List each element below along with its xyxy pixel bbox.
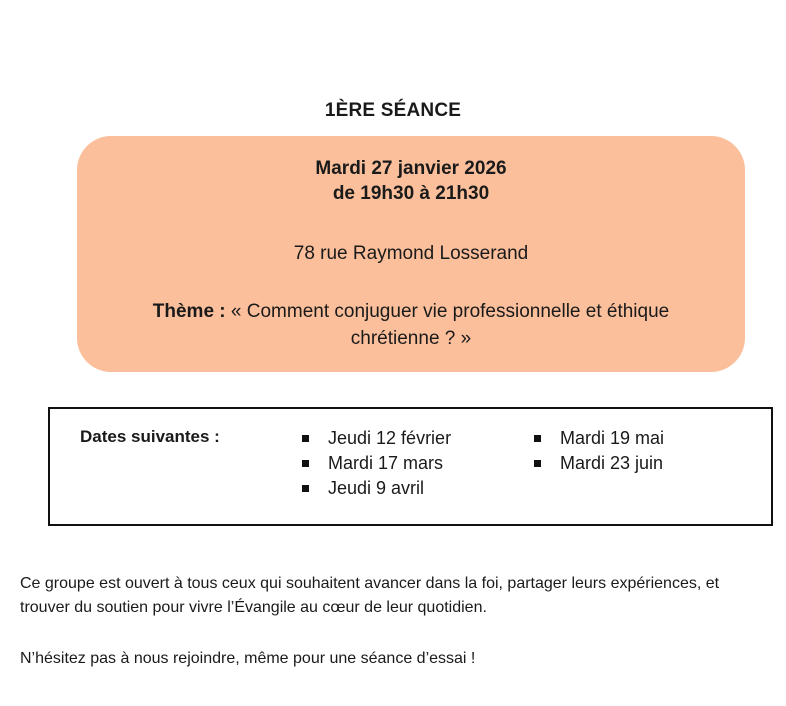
session-theme: [117, 298, 705, 352]
date-text: Mardi 23 juin: [560, 453, 664, 473]
session-address: 78 rue Raymond Losserand: [293, 243, 529, 264]
session-card: [77, 136, 745, 372]
theme-label: Thème :: [152, 301, 226, 322]
next-dates-column-1: [300, 426, 451, 501]
date-item: [532, 426, 664, 451]
next-dates-label: Dates suivantes :: [80, 427, 220, 446]
description-paragraph: Ce groupe est ouvert à tous ceux qui souhaitent avancer dans la foi, partager leurs expériences, et trouver du soutien pour vivre l’Évangile au cœur de leur quotidien.: [20, 575, 720, 616]
session-date: Mardi 27 janvier 2026: [315, 158, 507, 179]
square-bullet-icon: [302, 460, 309, 467]
date-text: Mardi 17 mars: [328, 453, 444, 473]
date-text: Jeudi 12 février: [328, 428, 452, 448]
date-item: [300, 451, 451, 476]
date-text: Mardi 19 mai: [560, 428, 665, 448]
invitation-paragraph: N’hésitez pas à nous rejoindre, même pour une séance d’essai !: [20, 650, 476, 667]
theme-text: « Comment conjuguer vie professionnelle et éthique chrétienne ? »: [230, 301, 670, 349]
date-text: Jeudi 9 avril: [328, 478, 425, 498]
session-time: de 19h30 à 21h30: [332, 183, 490, 204]
session-heading: 1ÈRE SÉANCE: [324, 100, 462, 121]
square-bullet-icon: [302, 485, 309, 492]
square-bullet-icon: [534, 460, 541, 467]
square-bullet-icon: [534, 435, 541, 442]
square-bullet-icon: [302, 435, 309, 442]
date-item: [300, 476, 451, 501]
next-dates-box: [48, 407, 773, 526]
date-item: [532, 451, 664, 476]
date-item: [300, 426, 451, 451]
next-dates-column-2: [532, 426, 664, 476]
